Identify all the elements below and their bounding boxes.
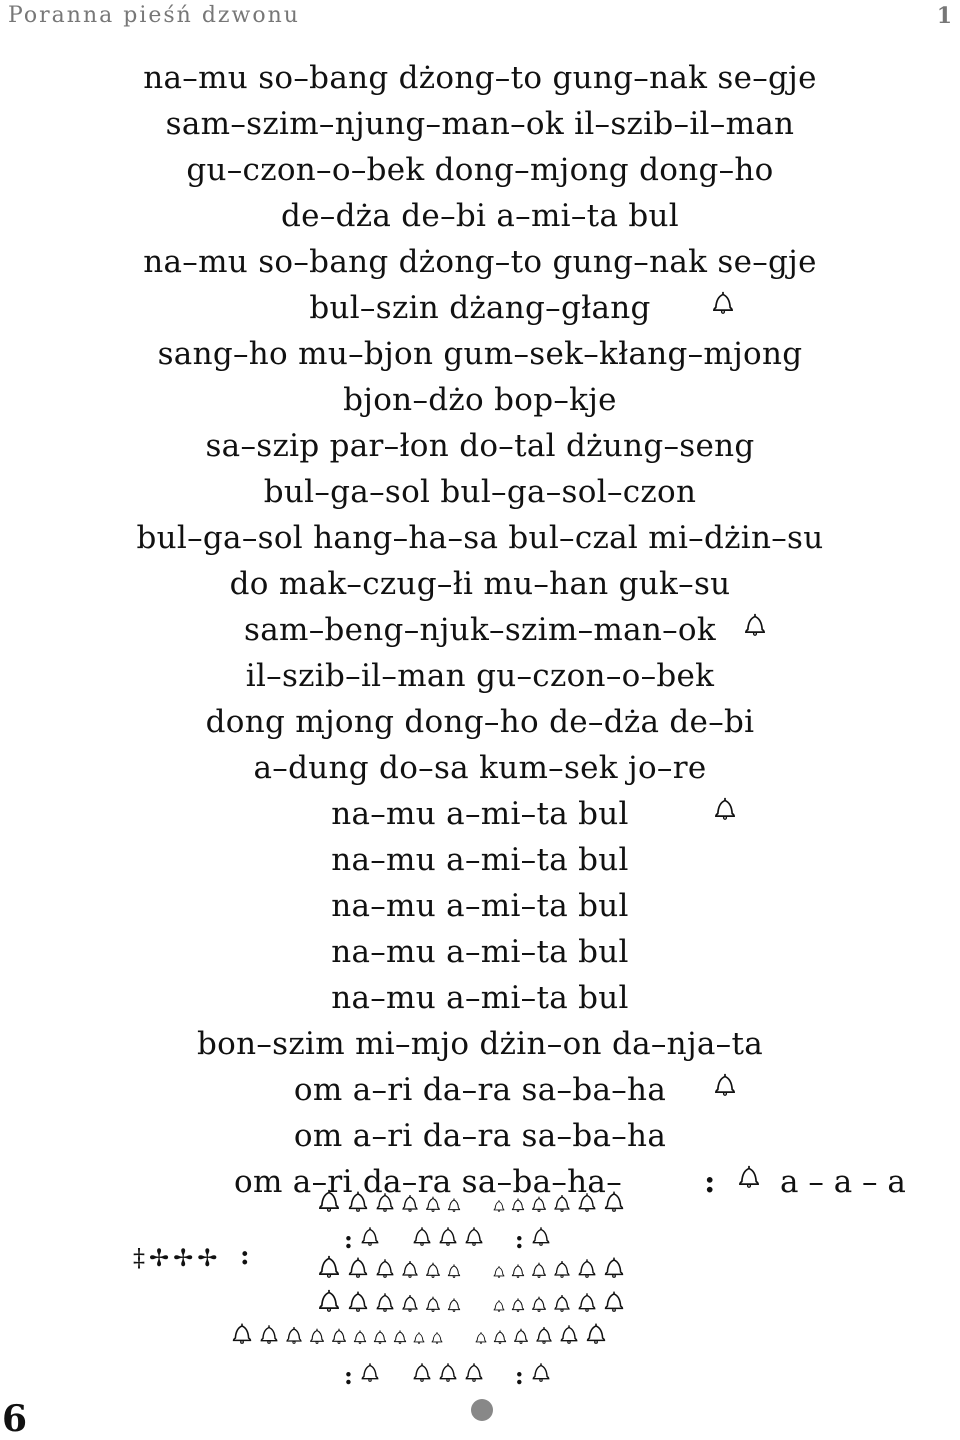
- bell-icon: [430, 1329, 444, 1348]
- bell-icon: [584, 1320, 608, 1348]
- bell-icon: [359, 1360, 381, 1386]
- bell-icon: [346, 1254, 370, 1282]
- pattern-colon: :: [240, 1241, 250, 1271]
- bell-pattern-row: [344, 1356, 556, 1390]
- bell-icon: [463, 1224, 485, 1250]
- bell-icon: [392, 1328, 408, 1348]
- bell-icon: [492, 1263, 506, 1282]
- lyric-line: de–dża de–bi a–mi–ta bul: [280, 198, 679, 234]
- bell-icon: [308, 1326, 326, 1348]
- bell-icon: [602, 1288, 626, 1316]
- bell-icon: [552, 1258, 572, 1282]
- bell-icon: [400, 1258, 420, 1282]
- dot-icon: [471, 1399, 493, 1421]
- bell-icon: [530, 1224, 552, 1250]
- lyric-line: bul–ga–sol bul–ga–sol–czon: [263, 474, 697, 510]
- bell-icon: [352, 1328, 368, 1348]
- bell-icon: [374, 1256, 396, 1282]
- bell-icon: [424, 1194, 442, 1216]
- bell-icon: [602, 1188, 626, 1216]
- bell-icon: [530, 1294, 548, 1316]
- lyric-line: do mak–czug–łi mu–han guk–su: [229, 566, 731, 602]
- bell-icon: [492, 1297, 506, 1316]
- bell-icon: [258, 1322, 280, 1348]
- bell-icon: [602, 1254, 626, 1282]
- bell-icon: [346, 1288, 370, 1316]
- bell-icon: [424, 1294, 442, 1316]
- pattern-colon: :: [514, 1225, 524, 1254]
- lyric-line: sam–beng–njuk–szim–man–ok: [244, 612, 716, 648]
- bell-icon: [372, 1328, 388, 1348]
- pattern-colon: :: [344, 1361, 353, 1390]
- bell-icon: [576, 1190, 598, 1216]
- prefix-marks: ‡✢✢✢: [133, 1244, 222, 1272]
- bell-icon: [510, 1296, 526, 1316]
- bell-icon: [411, 1224, 433, 1250]
- running-title: Poranna pieśń dzwonu: [8, 3, 300, 28]
- lyric-line: na–mu a–mi–ta bul: [331, 888, 629, 924]
- bell-pattern-row: [316, 1252, 630, 1282]
- lyric-line: il–szib–il–man gu–czon–o–bek: [245, 658, 715, 694]
- bell-icon: [530, 1194, 548, 1216]
- lyric-line: sang–ho mu–bjon gum–sek–kłang–mjong: [157, 336, 803, 372]
- bell-icon: [424, 1260, 442, 1282]
- bell-icon: [742, 610, 768, 636]
- lyric-line: a–dung do–sa kum–sek jo–re: [253, 750, 707, 786]
- lyric-line: sam–szim–njung–man–ok il–szib–il–man: [165, 106, 795, 142]
- bell-icon: [359, 1224, 381, 1250]
- pattern-colon: :: [514, 1361, 524, 1390]
- lyric-line: om a–ri da–ra sa–ba–ha–: [233, 1164, 623, 1200]
- lyric-line: na–mu so–bang dżong–to gung–nak se–gje: [143, 60, 817, 96]
- bell-icon: [492, 1197, 506, 1216]
- bell-icon: [712, 1070, 738, 1096]
- lyric-line: na–mu a–mi–ta bul: [331, 980, 629, 1016]
- end-colon: :: [704, 1164, 716, 1200]
- bell-icon: [576, 1290, 598, 1316]
- bell-icon: [374, 1290, 396, 1316]
- bell-icon: [437, 1224, 459, 1250]
- lyric-line: bjon–dżo bop–kje: [343, 382, 617, 418]
- lyric-line: sa–szip par–łon do–tal dżung–seng: [205, 428, 755, 464]
- bell-pattern-row: [316, 1186, 630, 1216]
- bell-icon: [510, 1262, 526, 1282]
- bell-icon: [463, 1360, 485, 1386]
- bell-pattern-row: [344, 1220, 556, 1254]
- bell-icon: [316, 1286, 342, 1316]
- pattern-colon: :: [344, 1225, 353, 1254]
- bell-icon: [474, 1329, 488, 1348]
- page-number: 6: [2, 1398, 28, 1440]
- lyric-line: om a–ri da–ra sa–ba–ha: [293, 1072, 667, 1108]
- bell-icon: [284, 1324, 304, 1348]
- lyric-line: bon–szim mi–mjo dżin–on da–nja–ta: [197, 1026, 763, 1062]
- bell-icon: [316, 1252, 342, 1282]
- lyric-line: na–mu a–mi–ta bul: [331, 796, 629, 832]
- lyric-line: na–mu so–bang dżong–to gung–nak se–gje: [143, 244, 817, 280]
- bell-icon: [510, 1196, 526, 1216]
- bell-icon: [710, 288, 736, 314]
- lyric-line: bul–ga–sol hang–ha–sa bul–czal mi–dżin–su: [136, 520, 824, 556]
- lyric-line: gu–czon–o–bek dong–mjong dong–ho: [186, 152, 774, 188]
- bell-pattern-row: [316, 1286, 630, 1316]
- bell-pattern-row: [230, 1318, 612, 1348]
- bell-icon: [530, 1360, 552, 1386]
- bell-icon: [552, 1192, 572, 1216]
- lyric-line: na–mu a–mi–ta bul: [331, 934, 629, 970]
- bell-icon: [736, 1162, 762, 1188]
- bell-icon: [558, 1322, 580, 1348]
- bell-icon: [446, 1196, 462, 1216]
- bell-icon: [230, 1320, 254, 1348]
- chant-tail: a – a – a: [780, 1164, 906, 1200]
- bell-icon: [374, 1190, 396, 1216]
- bell-icon: [412, 1329, 426, 1348]
- bell-icon: [712, 794, 738, 820]
- bell-icon: [512, 1326, 530, 1348]
- bell-icon: [316, 1186, 342, 1216]
- bell-icon: [446, 1262, 462, 1282]
- bell-icon: [411, 1360, 433, 1386]
- header-page-number: 1: [936, 3, 952, 29]
- bell-icon: [446, 1296, 462, 1316]
- bell-icon: [400, 1192, 420, 1216]
- bell-icon: [492, 1328, 508, 1348]
- lyric-line: bul–szin dżang–głang: [309, 290, 651, 326]
- bell-icon: [534, 1324, 554, 1348]
- lyric-line: na–mu a–mi–ta bul: [331, 842, 629, 878]
- lyric-line: om a–ri da–ra sa–ba–ha: [293, 1118, 667, 1154]
- bell-icon: [530, 1260, 548, 1282]
- lyric-line: dong mjong dong–ho de–dża de–bi: [205, 704, 755, 740]
- bell-icon: [437, 1360, 459, 1386]
- bell-icon: [330, 1326, 348, 1348]
- bell-icon: [552, 1292, 572, 1316]
- bell-icon: [400, 1292, 420, 1316]
- bell-icon: [346, 1188, 370, 1216]
- bell-icon: [576, 1256, 598, 1282]
